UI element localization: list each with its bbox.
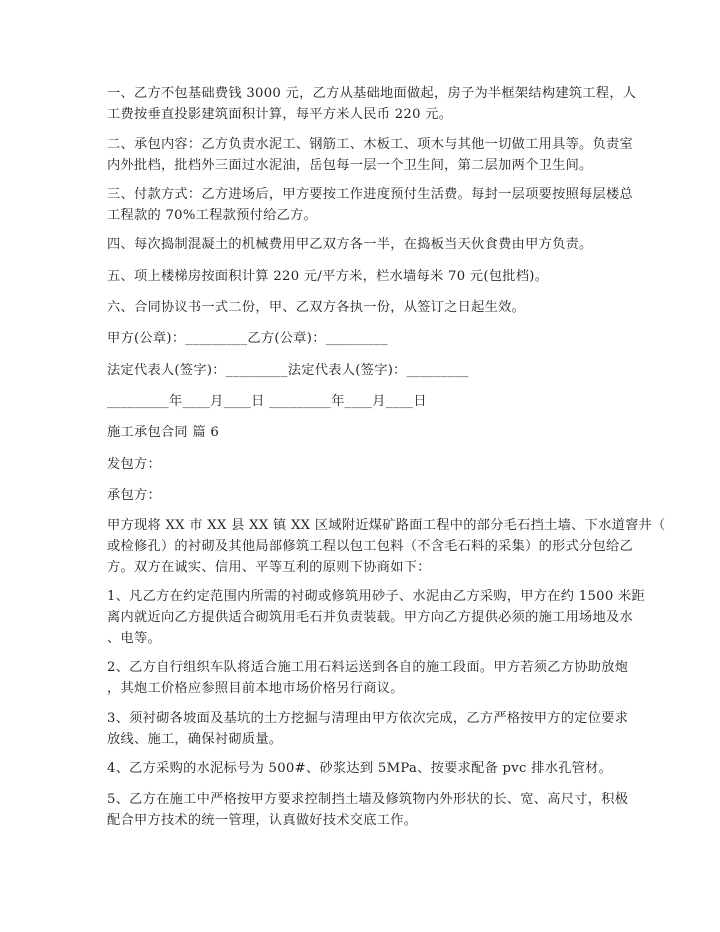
paragraph-2-line-1: 二、承包内容：乙方负责水泥工、钢筋工、木板工、项木与其他一切做工用具等。负责室 bbox=[107, 137, 634, 152]
clause-4-line-1: 4、乙方采购的水泥标号为 500#、砂浆达到 5MPa、按要求配备 pvc 排水孔管材。 bbox=[107, 761, 613, 776]
clause-1-line-1: 1、凡乙方在约定范围内所需的衬砌或修筑用砂子、水泥由乙方采购，甲方在约 1500 米距 bbox=[107, 589, 645, 604]
paragraph-1-line-1: 一、乙方不包基础费钱 3000 元，乙方从基础地面做起，房子为半框架结构建筑工程，人 bbox=[107, 86, 637, 101]
clause-5-line-1: 5、乙方在施工中严格按甲方要求控制挡土墙及修筑物内外形状的长、宽、高尺寸，积极 bbox=[107, 792, 629, 807]
paragraph-3-line-2: 工程款的 70%工程款预付给乙方。 bbox=[107, 208, 318, 223]
clause-2-line-1: 2、乙方自行组织车队将适合施工用石料运送到各自的施工段面。甲方若须乙方协助放炮 bbox=[107, 660, 629, 675]
paragraph-4-line-1: 四、每次捣制混凝土的机械费用甲乙双方各一半，在捣板当天伙食费由甲方负责。 bbox=[107, 237, 593, 252]
intro-line-1: 甲方现将 XX 市 XX 县 XX 镇 XX 区域附近煤矿路面工程中的部分毛石挡土墙、下水道窨井（ bbox=[107, 518, 666, 533]
paragraph-2-line-2: 内外批档，批档外三面过水泥油，岳包每一层一个卫生间，第二层加两个卫生间。 bbox=[107, 158, 593, 173]
legal-representative-line: 法定代表人(签字)：_________法定代表人(签字)：_________ bbox=[107, 363, 469, 378]
paragraph-3-line-1: 三、付款方式：乙方进场后，甲方要按工作进度预付生活费。每封一层项要按照每层楼总 bbox=[107, 187, 634, 202]
party-seal-line: 甲方(公章)：_________乙方(公章)：_________ bbox=[107, 331, 388, 346]
date-line: _________年____月____日 _________年____月____日 bbox=[107, 394, 427, 409]
clause-5-line-2: 配合甲方技术的统一管理，认真做好技术交底工作。 bbox=[107, 813, 418, 828]
section-title: 施工承包合同 篇 6 bbox=[107, 425, 220, 440]
clause-1-line-2: 离内就近向乙方提供适合砌筑用毛石并负责装载。甲方向乙方提供必须的施工用场地及水 bbox=[107, 610, 634, 625]
clause-3-line-2: 放线、施工，确保衬砌质量。 bbox=[107, 732, 283, 747]
clause-2-line-2: ，其炮工价格应参照目前本地市场价格另行商议。 bbox=[107, 681, 404, 696]
contractor-issuer: 发包方： bbox=[107, 457, 161, 472]
intro-line-2: 或检修孔）的衬砌及其他局部修筑工程以包工包料（不含毛石料的采集）的形式分包给乙 bbox=[107, 539, 634, 554]
paragraph-6-line-1: 六、合同协议书一式二份，甲、乙双方各执一份，从签订之日起生效。 bbox=[107, 300, 526, 315]
intro-line-3: 方。双方在诚实、信用、平等互利的原则下协商如下： bbox=[107, 560, 431, 575]
clause-1-line-3: 、电等。 bbox=[107, 631, 161, 646]
clause-3-line-1: 3、须衬砌各坡面及基坑的土方挖掘与清理由甲方依次完成，乙方严格按甲方的定位要求 bbox=[107, 711, 629, 726]
paragraph-5-line-1: 五、项上楼梯房按面积计算 220 元/平方米，栏水墙每米 70 元(包批档)。 bbox=[107, 269, 549, 284]
contractor-receiver: 承包方： bbox=[107, 488, 161, 503]
paragraph-1-line-2: 工费按垂直投影建筑面积计算，每平方米人民币 220 元。 bbox=[107, 107, 453, 122]
